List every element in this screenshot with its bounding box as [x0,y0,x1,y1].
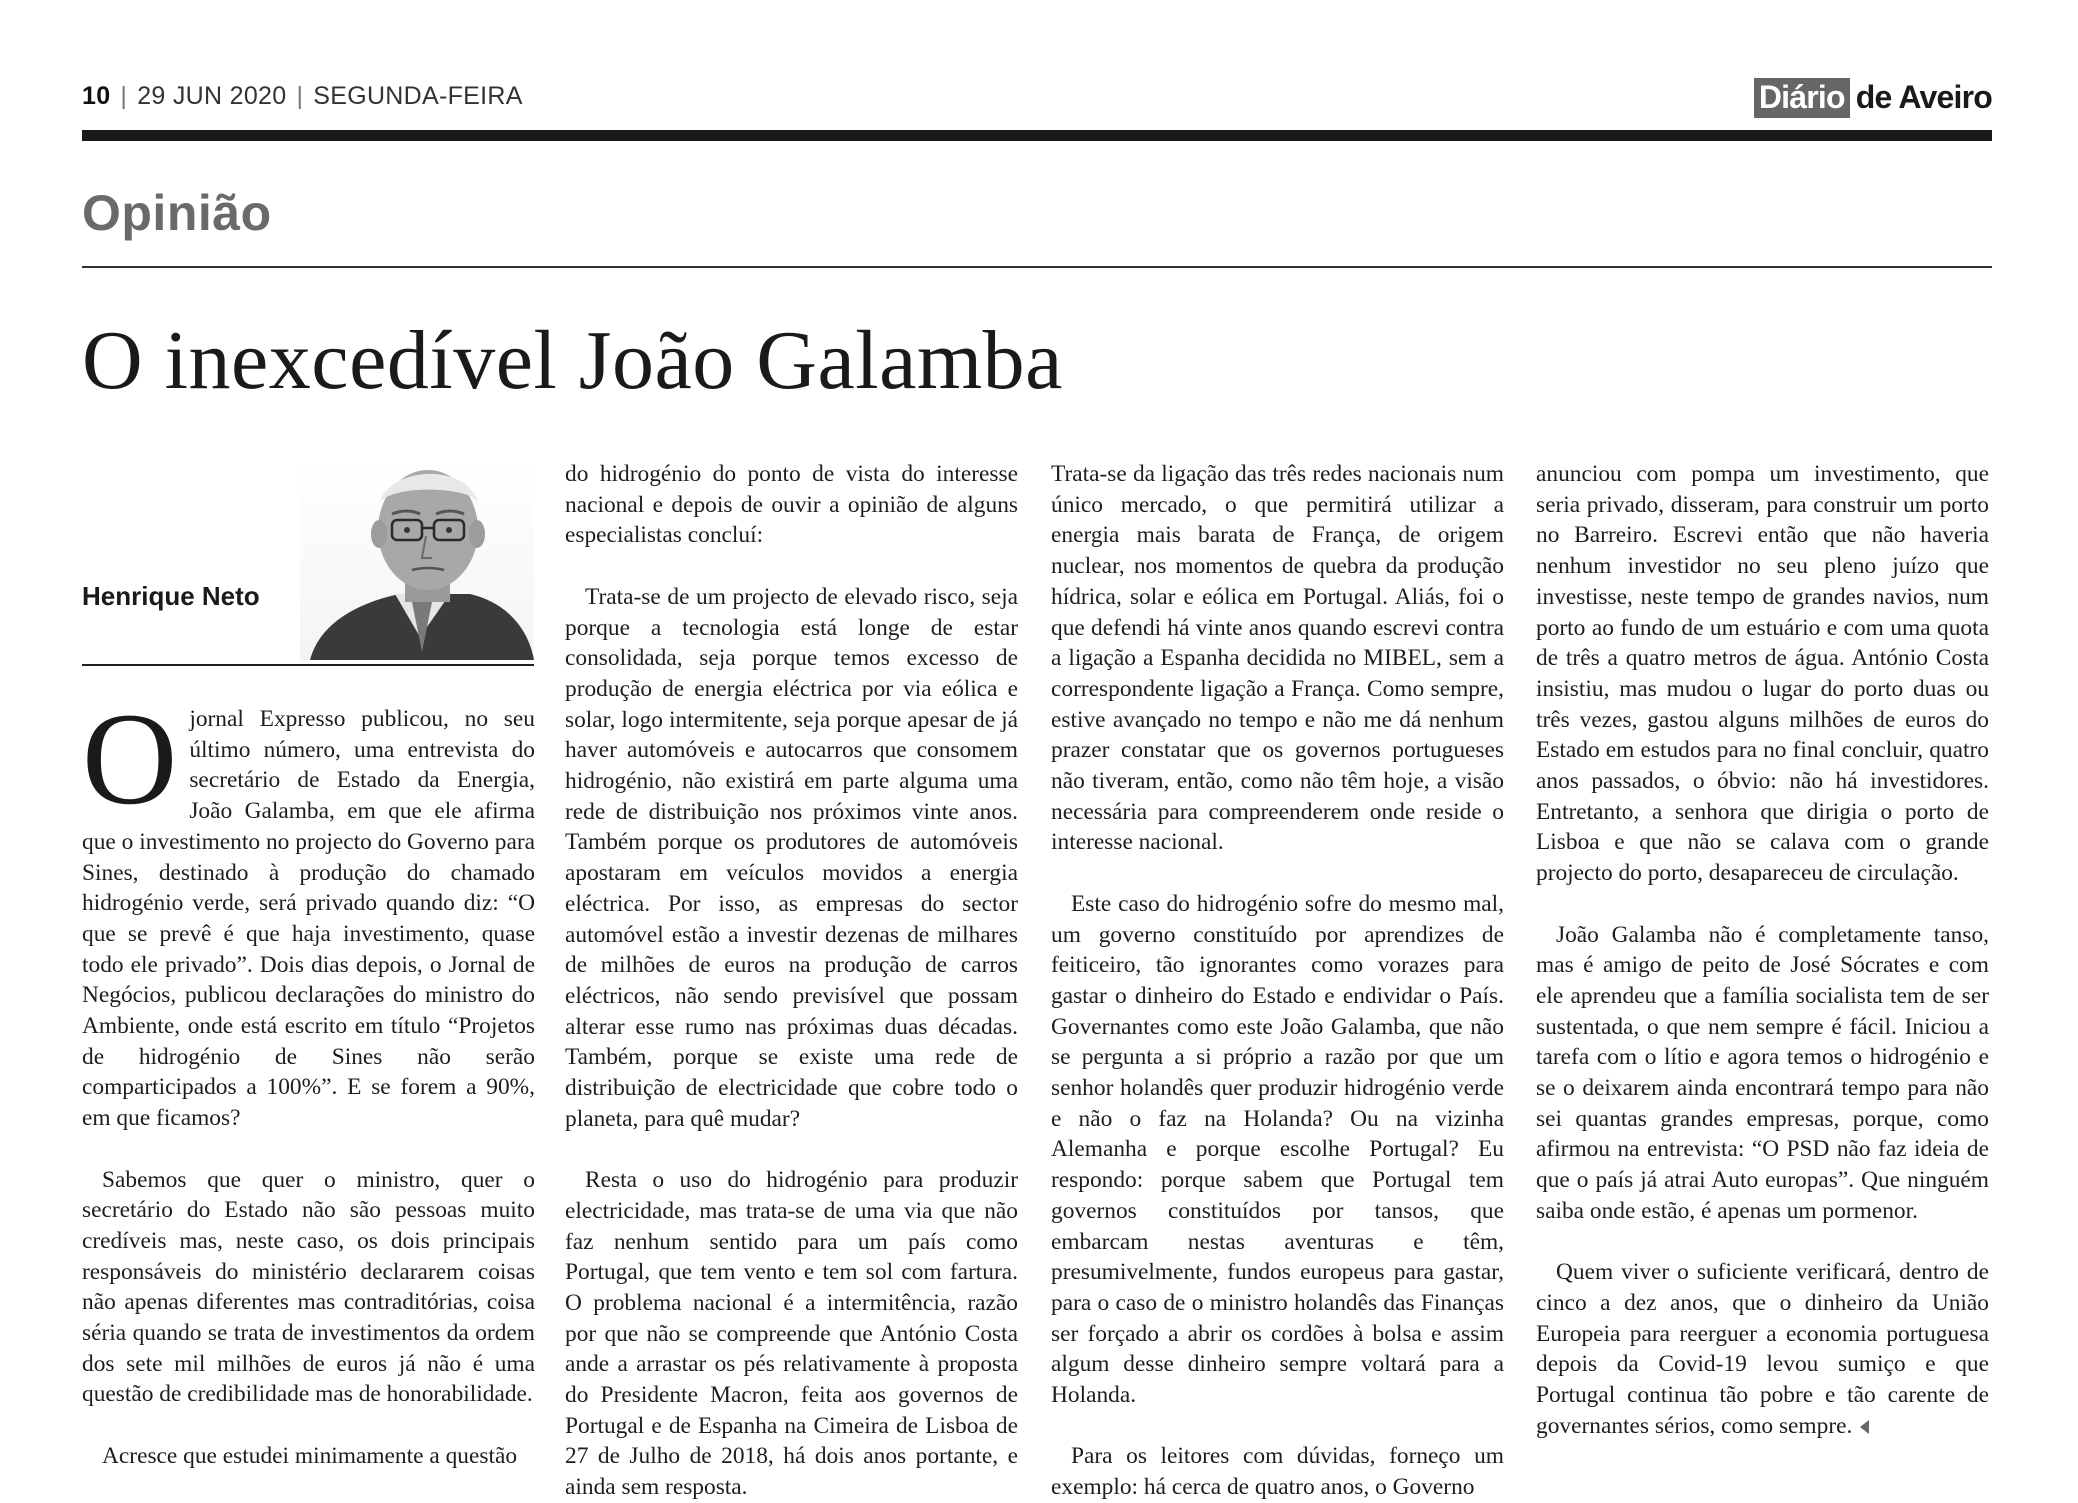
author-portrait [300,462,534,660]
author-rule [82,664,534,666]
article-column-3 [1051,459,1504,1503]
masthead-box: Diário [1754,78,1850,118]
article-column-1 [82,685,535,1472]
paragraph-text: Quem viver o suficiente verificará, dentro de cinco a dez anos, que o dinheiro da União Europeia para reerguer a economia portuguesa depois da Covid-19 levou sumiço e que Portugal continua tão pobre e tão carente de governantes sérios, como sempre. [1536,1259,1989,1439]
article-paragraph [1536,1257,1989,1441]
weekday: SEGUNDA-FEIRA [313,82,523,110]
drop-cap: O [82,685,178,832]
author-name: Henrique Neto [82,581,260,611]
dateline: 10 | 29 JUN 2020 | SEGUNDA-FEIRA [82,82,523,110]
section-title: Opinião [82,185,272,241]
header-rule [82,130,1992,141]
masthead-rest: de Aveiro [1855,79,1992,115]
page-number: 10 [82,82,111,110]
end-of-article-icon [1860,1420,1869,1434]
issue-date: 29 JUN 2020 [137,82,287,110]
article-paragraph: Este caso do hidrogénio sofre do mesmo mal, um governo constituído por aprendizes de feiticeiro, tão ignorantes como vorazes para gastar o dinheiro do Estado e endividar o País. Governantes como este João Galamba, que não se pergunta a si próprio a razão por que um senhor holandês quer produzir hidrogénio verde e não o faz na Holanda? Ou na vizinha Alemanha e porque escolhe Portugal? Eu respondo: porque sabem que Portugal tem governos constituídos por tansos, que embarcam nestas aventuras e têm, presumivelmente, fundos europeus para gastar, para o caso de o ministro holandês das Finanças ser forçado a abrir os cordões à bolsa e assim algum desse dinheiro sempre voltará para a Holanda. [1051,890,1504,1409]
article-paragraph: João Galamba não é completamente tanso, mas é amigo de peito de José Sócrates e com ele aprendeu que a família socialista tem de ser sustentada, o que nem sempre é fácil. Iniciou a tarefa com o lítio e agora temos o hidrogénio e se o deixarem ainda encontrará tempo para não sei quantas grandes empresas, porque, como afirmou na entrevista: “O PSD não faz ideia de que o país já atrai Auto europas”. Que ninguém saiba onde estão, é apenas um pormenor. [1536,921,1989,1224]
article-paragraph: Trata-se de um projecto de elevado risco, seja porque a tecnologia está longe de estar consolidada, seja porque temos excesso de produção de energia eléctrica por via eólica e solar, logo intermitente, seja porque apesar de já haver automóveis e autocarros que consomem hidrogénio, não existirá em parte alguma uma rede de distribuição nos próximos vinte anos. Também porque os produtores de automóveis apostaram em veículos movidos a energia eléctrica. Por isso, as empresas do sector automóvel estão a investir dezenas de milhares de milhões de euros na produção de carros eléctricos, não sendo previsível que possam alterar esse rumo nas próximas duas décadas. Também, porque se existe uma rede de distribuição de electricidade que cobre todo o planeta, para quê mudar? [565,583,1018,1132]
article-paragraph: Resta o uso do hidrogénio para produzir electricidade, mas trata-se de uma via que não faz nenhum sentido para um país como Portugal, que tem vento e tem sol com fartura. O problema nacional é a intermitência, razão por que não se compreende que António Costa ande a arrastar os pés relativamente à proposta do Presidente Macron, feita aos governos de Portugal e de Espanha na Cimeira de Lisboa de 27 de Julho de 2018, há dois anos portante, e ainda sem resposta. [565,1167,1018,1501]
article-paragraph: Sabemos que quer o ministro, quer o secretário do Estado não são pessoas muito credíveis mas, neste caso, os dois principais responsáveis do ministério declararem coisas não apenas diferentes mas contraditórias, coisa séria quando se trata de investimentos da ordem dos sete mil milhões de euros já não é uma questão de credibilidade mas de honorabilidade. [82,1166,535,1408]
headline: O inexcedível João Galamba [82,314,1063,407]
article-column-4 [1536,459,1989,1441]
masthead-logo [1754,78,1992,118]
article-paragraph [82,685,535,1134]
article-paragraph: Para os leitores com dúvidas, forneço um exemplo: há cerca de quatro anos, o Governo [1051,1443,1504,1501]
article-paragraph: anunciou com pompa um investimento, que seria privado, disseram, para construir um porto no Barreiro. Escrevi então que não haveria nenhum investidor no seu pleno juízo que investisse, neste tempo de grandes navios, num porto ao fundo de um estuário e com uma quota de três a quatro metros de água. António Costa insistiu, mas mudou o lugar do porto duas ou três vezes, gastou alguns milhões de euros do Estado em estudos para no final concluir, quatro anos passados, o óbvio: não há investidores. Entretanto, a senhora que dirigia o porto de Lisboa e que não se calava com o grande projecto do porto, desapareceu de circulação. [1536,461,1989,887]
article-paragraph: Acresce que estudei minimamente a questão [102,1442,518,1469]
page-header [82,79,1992,122]
author-byline [82,462,534,662]
article-column-2 [565,459,1018,1503]
article-paragraph: do hidrogénio do ponto de vista do interesse nacional e depois de ouvir a opinião de alguns especialistas concluí: [565,461,1018,549]
section-rule [82,266,1992,268]
article-paragraph: Trata-se da ligação das três redes nacionais num único mercado, o que permitirá utilizar a energia mais barata de França, de origem nuclear, nos momentos de quebra da produção hídrica, solar e eólica em Portugal. Aliás, foi o que defendi há vinte anos quando escrevi contra a ligação a Espanha decidida no MIBEL, sem a correspondente ligação a França. Como sempre, estive avançado no tempo e não me dá nenhum prazer constatar que os governos portugueses não tiveram, então, como não têm hoje, a visão necessária para compreenderem onde reside o interesse nacional. [1051,461,1504,856]
paragraph-text: jornal Expresso publicou, no seu último número, uma entrevista do secretário de Estado da Energia, João Galamba, em que ele afirma que o investimento no projecto do Governo para Sines, destinado à produção do chamado hidrogénio verde, será privado quando diz: “O que se prevê é que haja investimento, quase todo ele privado”. Dois dias depois, o Jornal de Negócios, publicou declarações do ministro do Ambiente, onde está escrito em título “Projetos de hidrogénio de Sines não serão comparticipados a 100%”. E se forem a 90%, em que ficamos? [82,706,535,1132]
